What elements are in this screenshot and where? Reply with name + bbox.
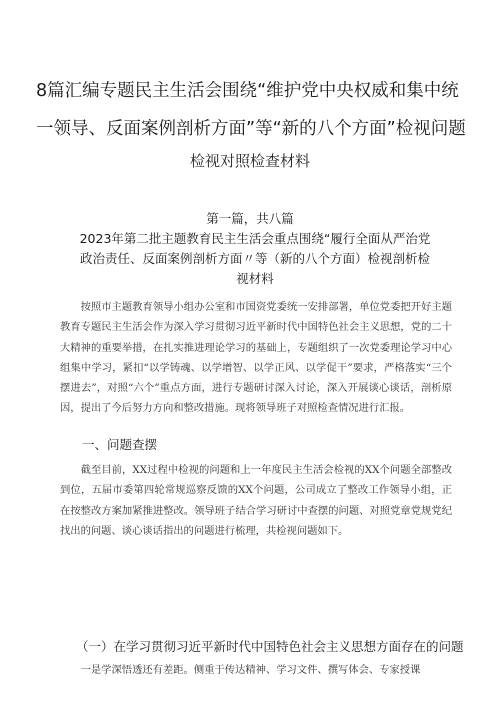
article-title: 2023年第二批主题教育民主生活会重点围绕“履行全面从严治党政治责任、反面案例剖析方面〃等（新的八个方面）检视剖析检视材料	[79, 231, 431, 286]
section-heading-problems: 一、问题查摆	[82, 437, 158, 452]
subsection-heading-theory-study: （一）在学习贯彻习近平新时代中国特色社会主义思想方面存在的问题	[76, 639, 464, 654]
document-title: 8篇汇编专题民主生活会围绕“维护党中央权威和集中统一领导、反面案例剖析方面”等“新的八个方面”检视问题	[36, 81, 466, 139]
subsection-paragraph-theory-study: 一是学深悟透还有差距。侧重于传达精神、学习文件、撰写体会、专家授课	[80, 664, 421, 676]
intro-paragraph: 按照市主题教育领导小组办公室和市国资党委统一安排部署，单位党委把开好主题教育专题民主生活会作为深入学习贯彻习近平新时代中国特色社会主义思想，党的二十大精神的重要举措，在扎实推进理论学习的基础上，专题组织了一次党委理论学习中心组集中学习，紧扣“以学铸魂、以学增智、以学正风、以学促干”要求，严格落实“三个摆进去”，对照“六个”重点方面，进行专题研讨深入讨论，深入开展谈心谈话，剖析原因，提出了今后努力方向和整改措施。现将领导班子对照检查情况进行汇报。	[60, 301, 452, 415]
section-paragraph-problems: 截至目前，XX过程中检视的问题和上一年度民主生活会检视的XX个问题全部整改到位，五届市委第四轮常规巡察反馈的XX个问题，公司成立了整改工作领导小组，正在按整改方案加紧推进整改。领导班子结合学习研讨中查摆的问题、对照党章党规党纪找出的问题、谈心谈话指出的问题进行梳理，共检视问题如下。	[60, 464, 452, 537]
part-label: 第一篇，共八篇	[206, 211, 294, 226]
document-subtitle: 检视对照检查材料	[189, 152, 310, 170]
